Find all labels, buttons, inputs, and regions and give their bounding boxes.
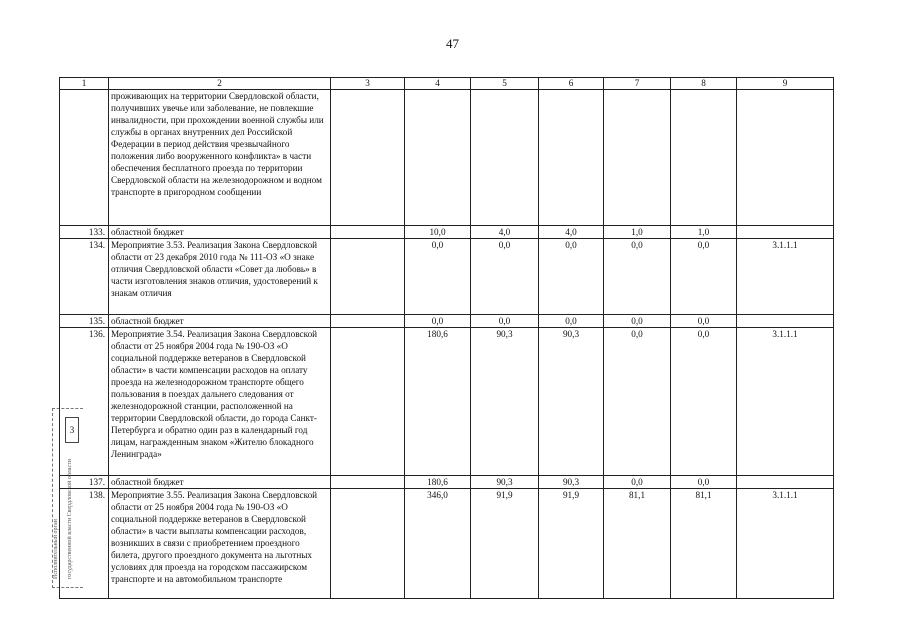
cell-col5: 91,9 xyxy=(471,489,539,599)
cell-col6: 4,0 xyxy=(539,226,604,239)
cell-col4 xyxy=(405,90,471,226)
cell-col7: 0,0 xyxy=(604,315,671,328)
cell-col9 xyxy=(737,476,834,489)
header-cell: 3 xyxy=(331,78,405,90)
row-number: 137. xyxy=(60,476,109,489)
cell-col6: 0,0 xyxy=(539,239,604,315)
row-number: 134. xyxy=(60,239,109,315)
cell-col4: 10,0 xyxy=(405,226,471,239)
header-cell: 4 xyxy=(405,78,471,90)
table-row xyxy=(60,489,834,599)
table-row xyxy=(60,226,834,239)
row-description: областной бюджет xyxy=(109,476,331,489)
cell-col6: 90,3 xyxy=(539,328,604,476)
row-number xyxy=(60,90,109,226)
cell-col5: 90,3 xyxy=(471,476,539,489)
cell-col3 xyxy=(331,239,405,315)
row-number: 135. xyxy=(60,315,109,328)
cell-col6 xyxy=(539,90,604,226)
cell-col9 xyxy=(737,315,834,328)
header-cell: 2 xyxy=(109,78,331,90)
header-cell: 1 xyxy=(60,78,109,90)
table-row xyxy=(60,328,834,476)
cell-col7: 0,0 xyxy=(604,328,671,476)
row-description: проживающих на территории Свердловской области, получивших увечье или заболевание, не повлекшие инвалидности, при прохождении военной службы или службы в органах внутренних дел Российской Федерации в период действия чрезвычайного положения либо вооруженного конфликта» в части обеспечения бесплатного проезда по территории Свердловской области на железнодорожном и водном транспорте в пригородном сообщении xyxy=(109,90,331,226)
cell-col7: 1,0 xyxy=(604,226,671,239)
row-description: областной бюджет xyxy=(109,226,331,239)
cell-col8: 1,0 xyxy=(671,226,737,239)
cell-col5: 90,3 xyxy=(471,328,539,476)
row-number: 133. xyxy=(60,226,109,239)
cell-col6: 0,0 xyxy=(539,315,604,328)
row-description: Мероприятие 3.54. Реализация Закона Свердловской области от 25 ноября 2004 года № 190-ОЗ «О социальной поддержке ветеранов в Свердловской области» в части компенсации расходов на оплату проезда на железнодорожном транспорте общего пользования в поездах дальнего следования от железнодорожной станции, расположенной на территории Свердловской области, до города Санкт-Петербурга и обратно один раз в календарный год лицам, награжденным знаком «Жителю блокадного Ленинграда» xyxy=(109,328,331,476)
cell-col4: 180,6 xyxy=(405,476,471,489)
stamp-text-a: Исполнительный орган xyxy=(53,519,59,579)
cell-col3 xyxy=(331,476,405,489)
table-row xyxy=(60,476,834,489)
cell-col4: 346,0 xyxy=(405,489,471,599)
page-number: 47 xyxy=(446,36,459,51)
cell-col9 xyxy=(737,90,834,226)
cell-col4: 0,0 xyxy=(405,239,471,315)
stamp-text-b: государственной власти Свердловской области xyxy=(67,459,73,579)
cell-col8: 0,0 xyxy=(671,328,737,476)
row-description: Мероприятие 3.55. Реализация Закона Свердловской области от 25 ноября 2004 года № 190-ОЗ «О социальной поддержке ветеранов в Свердловской области» в части выплаты компенсации расходов, возникших в связи с приобретением проездного билета, другого проездного документа на льготных условиях для проезда на городском пассажирском транспорте и на автомобильном транспорте xyxy=(109,489,331,599)
cell-col3 xyxy=(331,90,405,226)
table-row xyxy=(60,315,834,328)
header-cell: 8 xyxy=(671,78,737,90)
cell-col6: 90,3 xyxy=(539,476,604,489)
cell-col3 xyxy=(331,315,405,328)
cell-col9: 3.1.1.1 xyxy=(737,328,834,476)
row-description: областной бюджет xyxy=(109,315,331,328)
cell-col9: 3.1.1.1 xyxy=(737,239,834,315)
row-number: 138. xyxy=(60,489,109,599)
cell-col5 xyxy=(471,90,539,226)
header-cell: 9 xyxy=(737,78,834,90)
cell-col4: 0,0 xyxy=(405,315,471,328)
cell-col7: 81,1 xyxy=(604,489,671,599)
cell-col8 xyxy=(671,90,737,226)
cell-col5: 0,0 xyxy=(471,239,539,315)
stamp-number: 3 xyxy=(65,417,79,443)
row-number: 136. xyxy=(60,328,109,476)
cell-col9: 3.1.1.1 xyxy=(737,489,834,599)
cell-col5: 4,0 xyxy=(471,226,539,239)
cell-col7 xyxy=(604,90,671,226)
cell-col8: 0,0 xyxy=(671,476,737,489)
table-row xyxy=(60,90,834,226)
cell-col3 xyxy=(331,226,405,239)
cell-col7: 0,0 xyxy=(604,476,671,489)
row-description: Мероприятие 3.53. Реализация Закона Свердловской области от 23 декабря 2010 года № 111-ОЗ «О знаке отличия Свердловской области «Совет да любовь» в части изготовления знаков отличия, удостоверений к знакам отличия xyxy=(109,239,331,315)
cell-col9 xyxy=(737,226,834,239)
cell-col3 xyxy=(331,489,405,599)
cell-col4: 180,6 xyxy=(405,328,471,476)
cell-col6: 91,9 xyxy=(539,489,604,599)
cell-col3 xyxy=(331,328,405,476)
header-row xyxy=(60,78,834,90)
cell-col8: 0,0 xyxy=(671,239,737,315)
header-cell: 6 xyxy=(539,78,604,90)
cell-col8: 81,1 xyxy=(671,489,737,599)
header-cell: 7 xyxy=(604,78,671,90)
cell-col5: 0,0 xyxy=(471,315,539,328)
table-row xyxy=(60,239,834,315)
budget-table xyxy=(59,77,834,599)
cell-col7: 0,0 xyxy=(604,239,671,315)
header-cell: 5 xyxy=(471,78,539,90)
cell-col8: 0,0 xyxy=(671,315,737,328)
